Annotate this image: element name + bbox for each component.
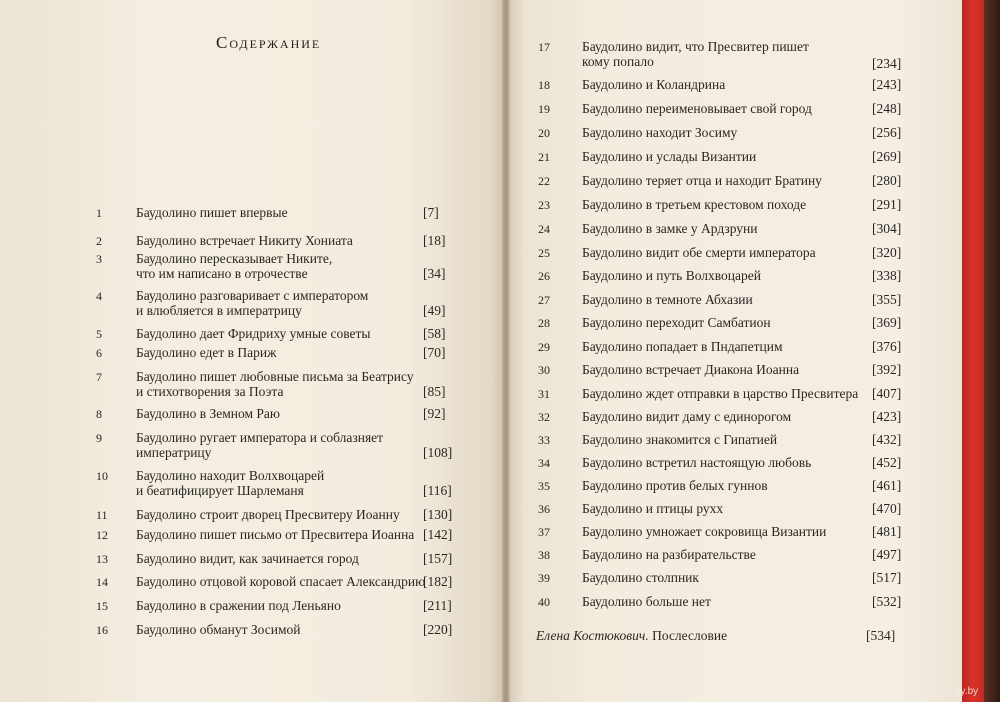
toc-entry-page: [291] — [872, 197, 902, 212]
toc-entry-page: [304] — [872, 221, 902, 236]
toc-entry-number: 23 — [538, 198, 550, 212]
toc-entry-title: Баудолино встречает Диакона Иоанна — [582, 362, 800, 377]
toc-entry-number: 21 — [538, 150, 550, 164]
toc-entry-title: Баудолино пишет письмо от Пресвитера Иоанна — [136, 527, 415, 542]
toc-entry-title: Баудолино и Коландрина — [582, 77, 726, 92]
toc-entry-number: 31 — [538, 387, 550, 401]
toc-afterword-entry — [536, 628, 896, 646]
toc-entry-number: 17 — [538, 40, 550, 54]
toc-entry-page: [243] — [872, 77, 902, 92]
toc-entry-number: 2 — [96, 234, 102, 248]
toc-entry-title: Баудолино в замке у Ардзруни — [582, 221, 758, 236]
toc-entry-title: Баудолино знакомится с Гипатией — [582, 432, 778, 447]
toc-entry-page: [85] — [423, 384, 446, 399]
toc-entry-page: [248] — [872, 101, 902, 116]
toc-entry-page: [376] — [872, 339, 902, 354]
toc-entry-title: Баудолино ругает императора и соблазняет императрицу — [136, 430, 384, 460]
toc-entry-number: 26 — [538, 269, 550, 283]
toc-entry-title: Баудолино и путь Волхвоцарей — [582, 268, 761, 283]
afterword-title: Послесловие — [652, 628, 728, 643]
toc-entry-number: 27 — [538, 293, 550, 307]
toc-entry-number: 30 — [538, 363, 550, 377]
toc-entry-page: [392] — [872, 362, 902, 377]
toc-entry-page: [497] — [872, 547, 902, 562]
toc-entry-title: Баудолино попадает в Пндапетцим — [582, 339, 783, 354]
toc-entry-number: 19 — [538, 102, 550, 116]
toc-entry-page: [49] — [423, 303, 446, 318]
toc-entry-page: [269] — [872, 149, 902, 164]
toc-entry-page: [182] — [423, 574, 453, 589]
toc-entry-title: Баудолино едет в Париж — [136, 345, 277, 360]
toc-entry-title: Баудолино строит дворец Пресвитеру Иоанну — [136, 507, 400, 522]
toc-entry-number: 18 — [538, 78, 550, 92]
toc-entry-title: Баудолино в сражении под Леньяно — [136, 598, 341, 613]
toc-entry-title: Баудолино на разбирательстве — [582, 547, 756, 562]
toc-entry-page: [481] — [872, 524, 902, 539]
toc-entry-page: [470] — [872, 501, 902, 516]
toc-entry-number: 37 — [538, 525, 550, 539]
toc-entry-page: [452] — [872, 455, 902, 470]
toc-entry-page: [58] — [423, 326, 446, 341]
toc-entry-title: Баудолино видит, как зачинается город — [136, 551, 359, 566]
toc-entry-title: Баудолино видит обе смерти императора — [582, 245, 816, 260]
toc-entry-number: 29 — [538, 340, 550, 354]
toc-entry-number: 35 — [538, 479, 550, 493]
toc-entry-number: 15 — [96, 599, 108, 613]
toc-entry-title: Баудолино и услады Византии — [582, 149, 757, 164]
toc-entry-page: [34] — [423, 266, 446, 281]
toc-entry-page: [142] — [423, 527, 453, 542]
toc-entry-title: Баудолино теряет отца и находит Братину — [582, 173, 822, 188]
toc-entry-page: [7] — [423, 205, 439, 220]
toc-entry-page: [220] — [423, 622, 453, 637]
toc-entry-page: [116] — [423, 483, 452, 498]
toc-entry-title: Баудолино дает Фридриху умные советы — [136, 326, 371, 341]
toc-entry-number: 36 — [538, 502, 550, 516]
toc-entry-number: 14 — [96, 575, 108, 589]
toc-entry-title: Баудолино переименовывает свой город — [582, 101, 812, 116]
toc-entry-number: 40 — [538, 595, 550, 609]
toc-entry-title: Баудолино видит, что Пресвитер пишет кому попало — [582, 39, 809, 69]
toc-entry-title: Баудолино переходит Самбатион — [582, 315, 771, 330]
toc-entry-number: 11 — [96, 508, 108, 522]
toc-entry-number: 1 — [96, 206, 102, 220]
book-gutter — [502, 0, 510, 702]
toc-entry-title: Баудолино пишет впервые — [136, 205, 288, 220]
toc-entry-page: [407] — [872, 386, 902, 401]
toc-entry-title: Баудолино встречает Никиту Хониата — [136, 233, 353, 248]
toc-entry-title: Баудолино видит даму с единорогом — [582, 409, 792, 424]
toc-entry-page: [320] — [872, 245, 902, 260]
toc-entry-page: [423] — [872, 409, 902, 424]
toc-entry-title: Баудолино против белых гуннов — [582, 478, 768, 493]
toc-entry-number: 12 — [96, 528, 108, 542]
toc-entry-number: 5 — [96, 327, 102, 341]
toc-entry-number: 4 — [96, 289, 102, 303]
toc-entry-number: 9 — [96, 431, 102, 445]
toc-entry-page: [338] — [872, 268, 902, 283]
toc-entry-number: 24 — [538, 222, 550, 236]
toc-entry-page: [280] — [872, 173, 902, 188]
toc-entry-title: Баудолино отцовой коровой спасает Александрию — [136, 574, 426, 589]
toc-entry-title: Баудолино в Земном Раю — [136, 406, 280, 421]
toc-entry-number: 10 — [96, 469, 108, 483]
toc-entry-page: [18] — [423, 233, 446, 248]
toc-entry-page: [70] — [423, 345, 446, 360]
toc-entry-number: 32 — [538, 410, 550, 424]
toc-entry-page: [432] — [872, 432, 902, 447]
toc-entry-page: [369] — [872, 315, 902, 330]
toc-entry-page: [234] — [872, 56, 902, 71]
toc-entry-title: Баудолино пишет любовные письма за Беатрису и стихотворения за Поэта — [136, 369, 414, 399]
toc-entry-title: Баудолино разговаривает с императором и влюбляется в императрицу — [136, 288, 369, 318]
toc-entry-page: [157] — [423, 551, 453, 566]
toc-entry-number: 38 — [538, 548, 550, 562]
toc-entry-title: Баудолино столпник — [582, 570, 699, 585]
toc-entry-page: [211] — [423, 598, 452, 613]
toc-entry-page: [108] — [423, 445, 453, 460]
toc-entry-title: Баудолино ждет отправки в царство Пресвитера — [582, 386, 859, 401]
toc-entry-title: Баудолино находит Волхвоцарей и беатифицирует Шарлеманя — [136, 468, 325, 498]
toc-entry-number: 13 — [96, 552, 108, 566]
toc-entry-title: Баудолино пересказывает Никите, что им написано в отрочестве — [136, 251, 333, 281]
afterword-page: [534] — [866, 628, 896, 643]
toc-entry-number: 20 — [538, 126, 550, 140]
toc-entry-title: Баудолино обманут Зосимой — [136, 622, 301, 637]
toc-entry-page: [130] — [423, 507, 453, 522]
toc-entry-title: Баудолино умножает сокровища Византии — [582, 524, 827, 539]
toc-entry-title: Баудолино и птицы рухх — [582, 501, 724, 516]
toc-entry-title: Баудолино в темноте Абхазии — [582, 292, 753, 307]
toc-entry-number: 6 — [96, 346, 102, 360]
page-title: Содержание — [216, 33, 322, 52]
book-cover-shadow — [984, 0, 1000, 702]
toc-entry-page: [256] — [872, 125, 902, 140]
toc-entry-number: 16 — [96, 623, 108, 637]
toc-entry-page: [532] — [872, 594, 902, 609]
toc-entry-page: [461] — [872, 478, 902, 493]
toc-entry-number: 25 — [538, 246, 550, 260]
toc-entry-number: 28 — [538, 316, 550, 330]
toc-entry-number: 34 — [538, 456, 550, 470]
toc-entry-number: 8 — [96, 407, 102, 421]
toc-entry-title: Баудолино больше нет — [582, 594, 711, 609]
afterword-author: Елена Костюкович. — [536, 628, 649, 643]
toc-entry-page: [92] — [423, 406, 446, 421]
book-cover-edge — [962, 0, 984, 702]
toc-entry-page: [355] — [872, 292, 902, 307]
toc-entry-title: Баудолино находит Зосиму — [582, 125, 738, 140]
toc-entry-number: 22 — [538, 174, 550, 188]
toc-entry-page: [517] — [872, 570, 902, 585]
toc-entry-number: 39 — [538, 571, 550, 585]
toc-entry-title: Баудолино в третьем крестовом походе — [582, 197, 807, 212]
toc-entry-title: Баудолино встретил настоящую любовь — [582, 455, 812, 470]
toc-entry-number: 3 — [96, 252, 102, 266]
toc-entry-number: 7 — [96, 370, 102, 384]
toc-entry-number: 33 — [538, 433, 550, 447]
watermark: ay.by — [955, 686, 979, 697]
